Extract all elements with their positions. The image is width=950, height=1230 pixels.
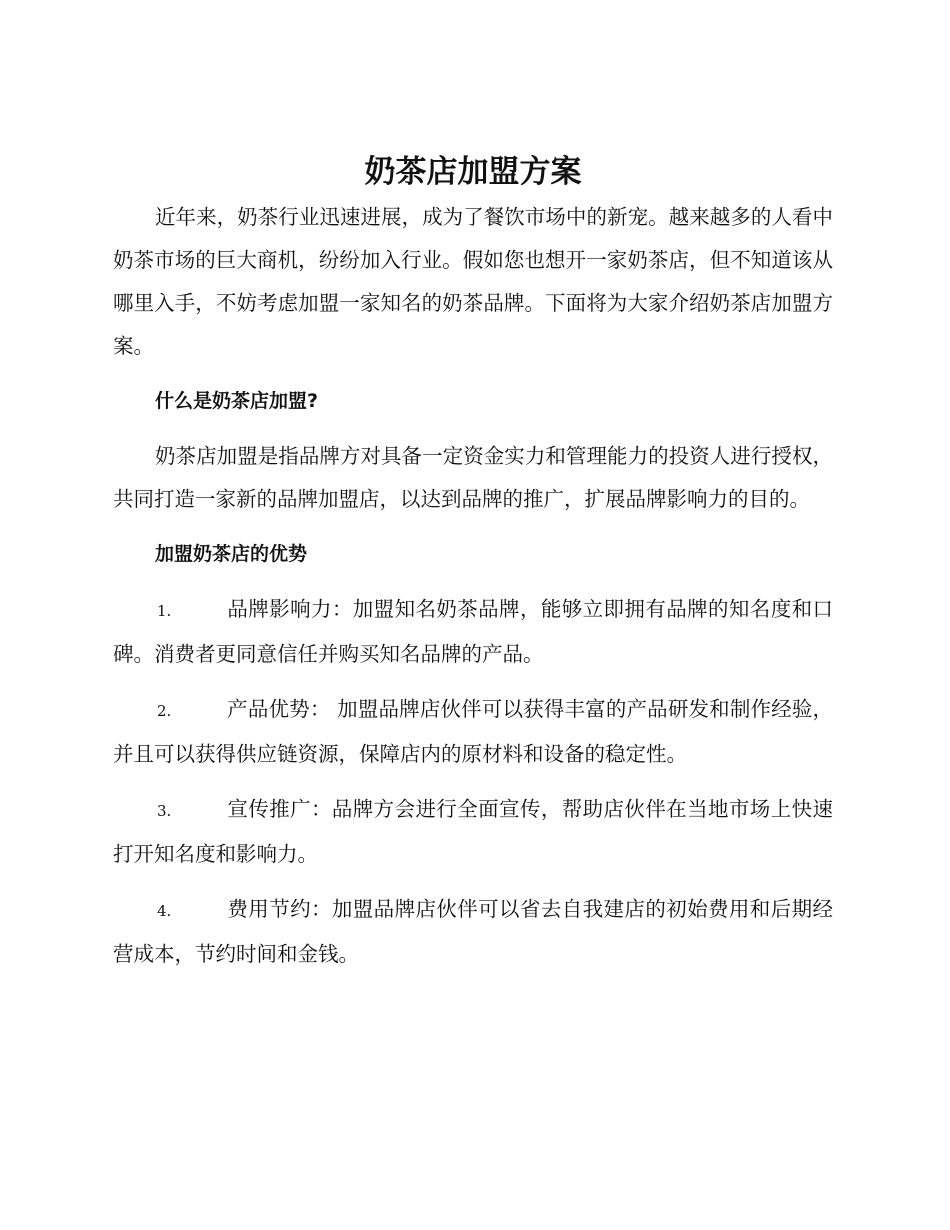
list-item-number: 2. <box>157 702 172 720</box>
document-title: 奶茶店加盟方案 <box>364 154 582 190</box>
document-page <box>113 150 833 976</box>
spacer <box>113 521 833 533</box>
list-item-text: 品牌影响力：加盟知名奶茶品牌，能够立即拥有品牌的知名度和口碑。消费者更同意信任并购买知名品牌的产品。 <box>113 597 833 666</box>
list-item <box>113 588 833 676</box>
spacer <box>113 676 833 688</box>
intro-paragraph: 近年来，奶茶行业迅速进展，成为了餐饮市场中的新宠。越来越多的人看中奶茶市场的巨大商机，纷纷加入行业。假如您也想开一家奶茶店，但不知道该从哪里入手，不妨考虑加盟一家知名的奶茶品牌。下面将为大家介绍奶茶店加盟方案。 <box>113 205 833 358</box>
spacer <box>113 876 833 888</box>
list-item <box>113 688 833 776</box>
list-item-text: 产品优势： 加盟品牌店伙伴可以获得丰富的产品研发和制作经验，并且可以获得供应链资源，保障店内的原材料和设备的稳定性。 <box>113 697 833 766</box>
list-item-text: 宣传推广：品牌方会进行全面宣传，帮助店伙伴在当地市场上快速打开知名度和影响力。 <box>113 797 833 866</box>
list-item-number: 3. <box>157 802 172 820</box>
spacer <box>113 368 833 380</box>
spacer <box>113 576 833 588</box>
spacer <box>113 776 833 788</box>
list-item <box>113 888 833 976</box>
list-item-number: 1. <box>157 602 172 620</box>
section-heading-advantages: 加盟奶茶店的优势 <box>155 543 308 565</box>
section-what-is-body: 奶茶店加盟是指品牌方对具备一定资金实力和管理能力的投资人进行授权，共同打造一家新的品牌加盟店，以达到品牌的推广，扩展品牌影响力的目的。 <box>113 444 833 511</box>
section-heading-what-is: 什么是奶茶店加盟? <box>155 390 319 412</box>
list-item <box>113 788 833 876</box>
list-item-text: 费用节约：加盟品牌店伙伴可以省去自我建店的初始费用和后期经营成本，节约时间和金钱。 <box>113 897 833 966</box>
list-item-number: 4. <box>157 902 172 920</box>
spacer <box>113 423 833 435</box>
